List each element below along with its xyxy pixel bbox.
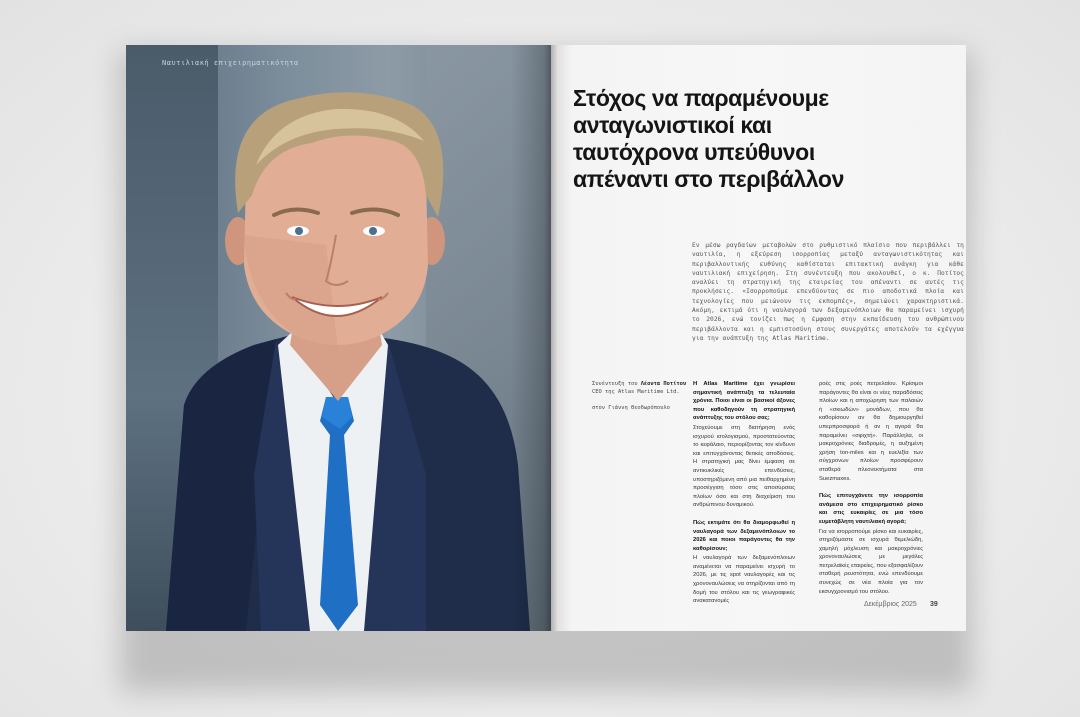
interviewer: στον Γιάννη Θεοδωρόπουλο [592, 405, 670, 411]
article-column-1 [693, 380, 795, 615]
portrait-photo [126, 45, 551, 631]
headline-line: ταυτόχρονα υπεύθυνοι [573, 139, 815, 165]
headline-line: Στόχος να παραμένουμε [573, 85, 829, 111]
answer-continued: ροές στις ροές πετρελαίου. Κρίσιμοι παράγοντες θα είναι οι νέες παραδόσεις πλοίων και η αποχώρηση των παλαιών ή «σκιωδών» μονάδων, που θα καθορίσουν αν θα δημιουργηθεί υπερπροσφορά ή αν η αγορά θα παραμείνει «σφιχτή». Παράλληλα, οι μακροχρόνιες διαδρομές, η αυξημένη χρήση ton-miles και η ευελιξία των σύγχρονων πλοίων προσφέρουν σταθερά πλεονεκτήματα στα Suezmaxes. [819, 381, 923, 482]
page-number: 39 [930, 601, 938, 608]
issue-date: Δεκέμβριος 2025 [864, 601, 917, 608]
right-page-article [551, 45, 966, 631]
article-column-2 [819, 380, 923, 605]
lead-paragraph: Εν μέσω ραγδαίων μεταβολών στο ρυθμιστικό πλαίσιο που περιβάλλει τη ναυτιλία, η εξεύρεση ισορροπίας μεταξύ ανταγωνιστικότητας και περιβαλλοντικής ευθύνης καθίσταται επιτακτική ανάγκη για κάθε ναυτιλιακή επιχείρηση. Στη συνέντευξη που ακολουθεί, ο κ. Ποτίτος αναλύει τη στρατηγική της εταιρείας του απέναντι σε αυτές τις προκλήσεις. «Ισορροπούμε επενδύοντας σε πιο αποδοτικά πλοία και τεχνολογίες που μειώνουν τις εκπομπές», σημειώνει χαρακτηριστικά. Ακόμη, εκτιμά ότι η ναυλαγορά των δεξαμενόπλοιων θα παραμείνει ισχυρή το 2026, ενώ τονίζει πως η έμφαση στην εκπαίδευση του ανθρώπινου περιβάλλοντα και η εμπιστοσύνη στους συνεργάτες αποτελούν τα εχέγγυα για την ανάπτυξη της Atlas Maritime. [692, 242, 964, 342]
headline-line: ανταγωνιστικοί και [573, 112, 772, 138]
question: Η Atlas Maritime έχει γνωρίσει σημαντική ανάπτυξη τα τελευταία χρόνια. Ποιοι είναι οι βασικοί άξονες που καθοδηγούν τη στρατηγική ανάπτυξης του στόλου σας; [693, 381, 795, 422]
headline-line: απέναντι στο περιβάλλον [573, 166, 844, 192]
open-magazine [126, 42, 966, 673]
section-label: Ναυτιλιακή επιχειρηματικότητα [162, 59, 299, 67]
answer: Στοχεύουμε στη διατήρηση ενός ισχυρού ισολογισμού, προστατεύοντας το κεφάλαιο, περιορίζοντας τον κίνδυνο και επιτυγχάνοντας θετικές αποδόσεις. Η στρατηγική μας δίνει έμφαση σε αντικυκλικές επενδύσεις, υποστηριζόμενη από μια πειθαρχημένη προσέγγιση τόσο στις αποσύρσεις πλοίων όσο και στη διαχείριση του ανθρώπινου δυναμικού. [693, 424, 795, 509]
answer: Για να ισορροπούμε ρίσκο και ευκαιρίες, στηριζόμαστε σε ισχυρά θεμελιώδη, χαμηλή μόχλευση και μακροχρόνιες χρονοναυλώσεις με μεγάλες πετρελαϊκές εταιρείες, που εξασφαλίζουν σταθερή ρευστότητα, ενώ επενδύουμε συνεχώς σε νέα πλοία για τον εκσυγχρονισμό του στόλου. [819, 528, 923, 595]
answer: Η ναυλαγορά των δεξαμενόπλοιων αναμένεται να παραμείνει ισχυρή το 2026, με τις spot ναυλαγορές και τις χρονοναυλώσεις να στηρίζονται από τη δομή του στόλου και τις γεωγραφικές ανακατανομές [693, 555, 795, 605]
left-page-photo [126, 45, 551, 631]
magazine-spine [544, 45, 558, 631]
interviewee-role: CEO της Atlas Maritime Ltd. [592, 389, 680, 395]
question: Πώς επιτυγχάνετε την ισορροπία ανάμεσα στο επιχειρηματικό ρίσκο και στις ευκαιρίες σε μια τόσο ευμετάβλητη ναυτιλιακή αγορά; [819, 493, 923, 525]
question: Πώς εκτιμάτε ότι θα διαμορφωθεί η ναυλαγορά των δεξαμενόπλοιων το 2026 και ποιοι παράγοντες θα την καθορίσουν; [693, 519, 795, 552]
interviewee-name: Λέοντα Ποτίτου [640, 381, 687, 387]
credit-prefix: Συνέντευξη του [592, 381, 638, 387]
article-headline [573, 85, 953, 193]
